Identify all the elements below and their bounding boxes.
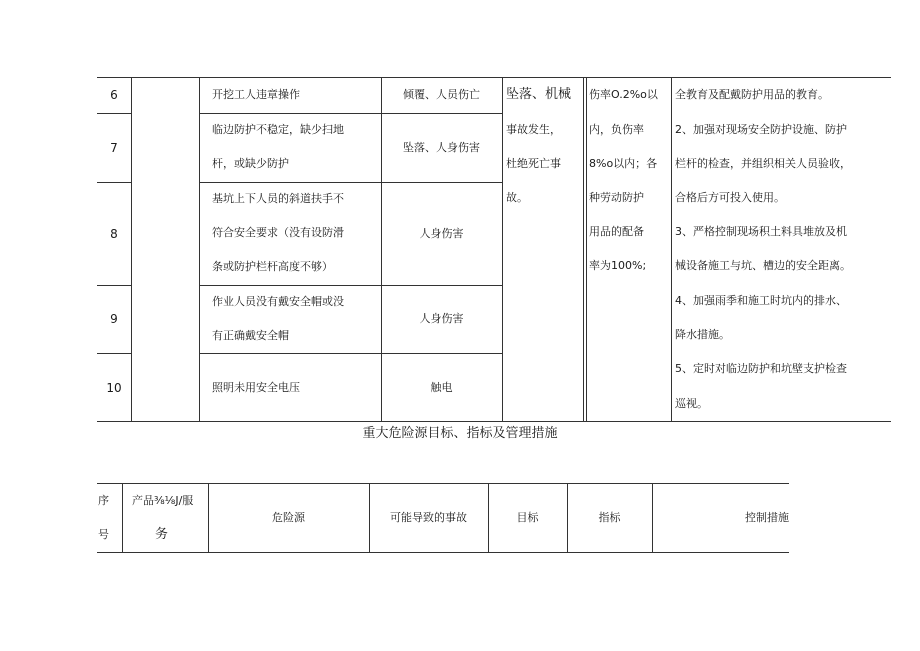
header-product: 产品⅜⅛J∕服 [132,494,194,507]
hazard-text: 符合安全要求（没有设防滑 [212,226,344,239]
hazard-text: 临边防护不稳定，缺少扫地 [212,123,344,136]
hazard-text: 条或防护栏杆高度不够） [212,260,333,273]
accident-text: 坠落、人身伤害 [403,141,480,154]
measure-text: 合格后方可投入使用。 [675,191,785,204]
row-number: 8 [110,227,118,241]
row-divider [97,182,131,183]
accident-text: 人身伤害 [419,312,464,325]
header-seq: 序 [98,494,109,507]
measure-text: 降水措施。 [675,328,730,341]
row-divider [97,113,131,114]
header-control: 控制措施 [745,511,789,524]
column-divider [671,77,672,422]
header-seq: 号 [98,528,109,541]
accident-text: 触电 [430,381,453,394]
indicator-text: 内，负伤率 [589,123,644,136]
table2-header-bottom [97,552,789,553]
section-title: 重大危险源目标、指标及管理措施 [362,426,558,441]
column-divider [586,77,587,422]
indicator-text: 伤率O.2%o以 [589,88,658,101]
indicator-text: 8%o以内；各 [589,157,658,170]
row-number: 9 [110,312,118,326]
table2-top-border [97,483,789,484]
measure-text: 4、加强雨季和施工时坑内的排水、 [675,294,847,307]
measure-text: 全教育及配戴防护用品的教育。 [675,88,829,101]
header-indicator: 指标 [598,511,621,524]
header-hazard: 危险源 [272,511,305,524]
row-number: 7 [110,141,118,155]
measure-text: 栏杆的检查，并组织相关人员验收， [675,157,851,170]
column-divider [502,77,503,422]
row-divider [97,285,131,286]
header-target: 目标 [516,511,539,524]
measure-text: 3、严格控制现场积土料具堆放及机 [675,225,847,238]
hazard-text: 开挖工人违章操作 [212,88,300,101]
hazard-text: 杆，或缺少防护 [212,157,289,170]
column-divider [131,77,132,422]
header-product: 务 [155,527,169,542]
table1-bottom-border [97,421,891,422]
measure-text: 5、定时对临边防护和坑壁支护检查 [675,362,847,375]
hazard-text: 作业人员没有戴安全帽或没 [212,295,344,308]
column-divider [199,77,200,422]
target-text: 事故发生， [506,123,561,136]
hazard-text: 基坑上下人员的斜道扶手不 [212,192,344,205]
row-number: 6 [110,88,118,102]
target-text: 杜绝死亡事 [506,157,561,170]
column-divider [122,483,123,553]
measure-text: 械设备施工与坑、槽边的安全距离。 [675,259,851,272]
accident-text: 倾覆、人员伤亡 [403,88,480,101]
column-divider [652,483,653,553]
column-divider [583,77,584,422]
hazard-text: 照明未用安全电压 [212,381,300,394]
measure-text: 2、加强对现场安全防护设施、防护 [675,123,847,136]
indicator-text: 率为100%; [589,259,647,272]
row-divider [199,353,502,354]
hazard-text: 有正确戴安全帽 [212,329,289,342]
measure-text: 巡视。 [675,397,708,410]
accident-text: 人身伤害 [419,227,464,240]
row-divider [97,353,131,354]
row-number: 10 [106,381,122,395]
indicator-text: 用品的配备 [589,225,644,238]
indicator-text: 种劳动防护 [589,191,644,204]
target-text: 故。 [506,191,528,204]
header-accident: 可能导致的事故 [390,511,467,524]
target-text: 坠落、机械 [506,87,572,102]
